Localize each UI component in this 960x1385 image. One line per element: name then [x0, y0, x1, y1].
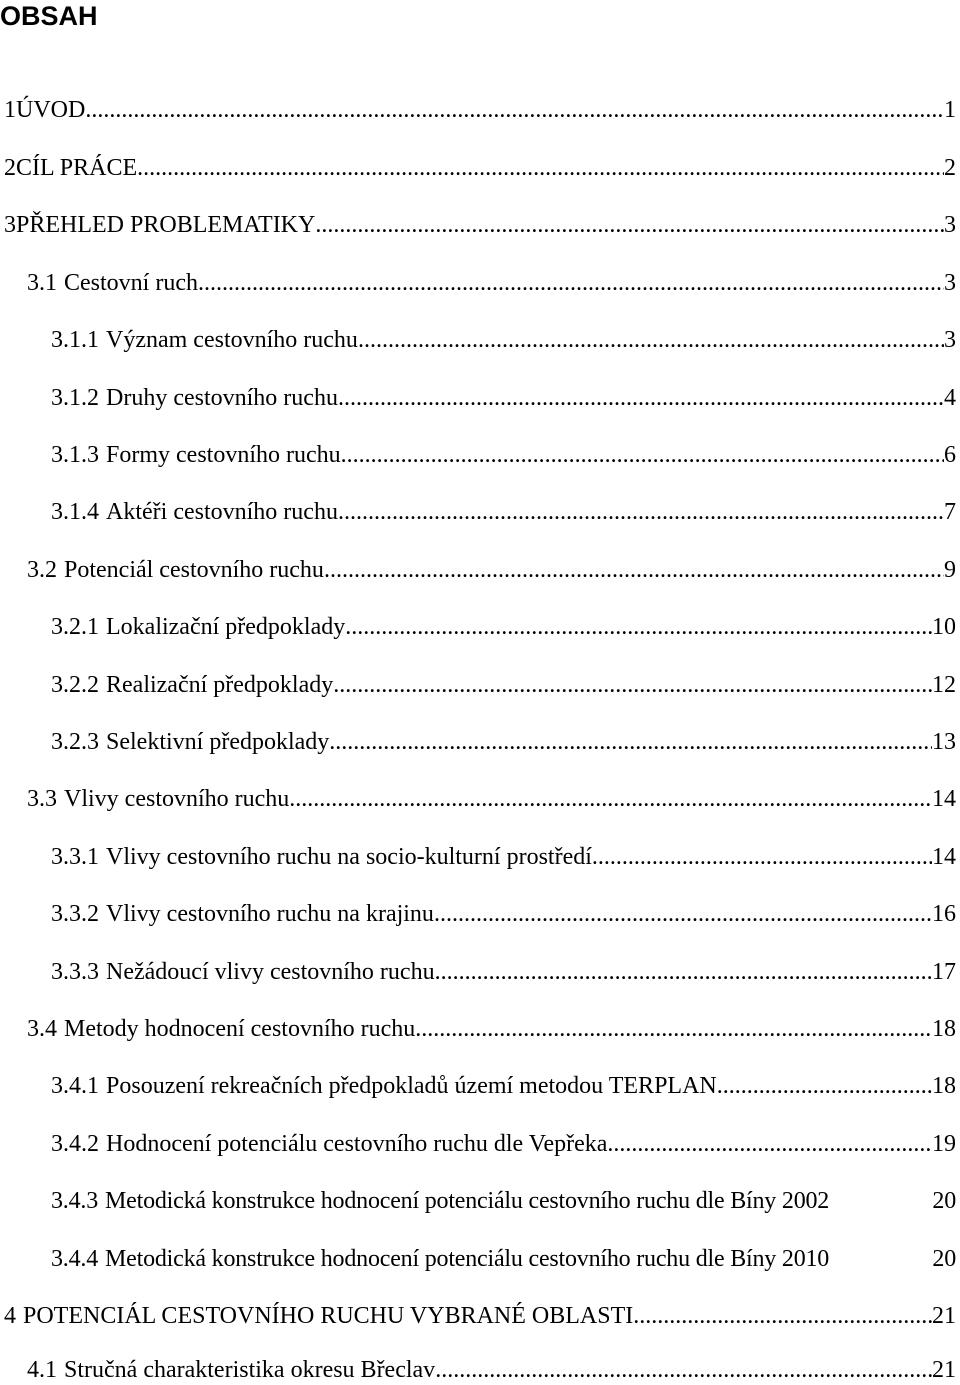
toc-entry-page: 1	[944, 97, 956, 123]
toc-dot-leader	[358, 325, 944, 355]
toc-entry-label: Vlivy cestovního ruchu na krajinu	[106, 901, 434, 927]
toc-dot-leader	[198, 268, 944, 298]
toc-entry-page: 2	[944, 155, 956, 181]
toc-entry-page: 20	[932, 1188, 956, 1214]
toc-dot-leader	[289, 784, 932, 814]
toc-entry-number: 3.3.3	[51, 959, 99, 985]
toc-entry-number: 3.1.4	[51, 499, 99, 525]
toc-entry-number: 3.4.1	[51, 1073, 99, 1099]
toc-entry-number: 4.1	[27, 1357, 57, 1383]
toc-entry-label: POTENCIÁL CESTOVNÍHO RUCHU VYBRANÉ OBLASTI	[23, 1303, 634, 1329]
toc-dot-leader	[333, 670, 932, 700]
toc-entry[interactable]	[51, 1244, 956, 1274]
toc-dot-leader	[315, 210, 944, 240]
toc-entry-number: 3.1.3	[51, 442, 99, 468]
toc-entry[interactable]	[51, 440, 956, 470]
toc-entry-label: PŘEHLED PROBLEMATIKY	[16, 212, 316, 238]
toc-entry-label: ÚVOD	[16, 97, 86, 123]
toc-entry-number: 3.2.2	[51, 672, 99, 698]
toc-entry[interactable]	[4, 1301, 956, 1331]
toc-entry[interactable]	[4, 210, 956, 240]
toc-dot-leader	[434, 899, 932, 929]
toc-entry-page: 18	[932, 1073, 956, 1099]
toc-entry-number: 3.3.2	[51, 901, 99, 927]
toc-dot-leader	[607, 1129, 932, 1159]
toc-entry-page: 3	[944, 327, 956, 353]
toc-entry-number: 3.3	[27, 786, 57, 812]
toc-dot-leader	[717, 1071, 932, 1101]
toc-entry[interactable]	[4, 95, 956, 125]
toc-entry[interactable]	[51, 842, 956, 872]
toc-entry-label: Nežádoucí vlivy cestovního ruchu	[106, 959, 435, 985]
toc-entry-page: 17	[932, 959, 956, 985]
toc-entry-label: Hodnocení potenciálu cestovního ruchu dle Vepřeka	[106, 1131, 608, 1157]
toc-entry[interactable]	[4, 153, 956, 183]
toc-entry-label: Formy cestovního ruchu	[106, 442, 341, 468]
toc-entry-label: Metodická konstrukce hodnocení potenciálu cestovního ruchu dle Bíny 2010	[105, 1246, 830, 1272]
toc-entry[interactable]	[51, 1186, 956, 1216]
toc-entry[interactable]	[27, 1014, 956, 1044]
toc-entry-page: 7	[944, 499, 956, 525]
toc-entry-number: 3.3.1	[51, 844, 99, 870]
toc-entry-page: 21	[932, 1357, 956, 1383]
toc-entry-page: 14	[932, 844, 956, 870]
toc-entry-number: 3.4.2	[51, 1131, 99, 1157]
toc-entry[interactable]	[51, 670, 956, 700]
toc-entry-number: 4	[4, 1303, 16, 1329]
toc-entry[interactable]	[27, 555, 956, 585]
toc-entry[interactable]	[27, 784, 956, 814]
toc-entry-page: 14	[932, 786, 956, 812]
toc-entry-label: Potenciál cestovního ruchu	[64, 557, 324, 583]
toc-entry[interactable]	[51, 957, 956, 987]
toc-dot-leader	[592, 842, 932, 872]
toc-entry-page: 19	[932, 1131, 956, 1157]
toc-entry-label: Metodická konstrukce hodnocení potenciálu cestovního ruchu dle Bíny 2002	[105, 1188, 830, 1214]
toc-entry-page: 4	[944, 385, 956, 411]
toc-entry-page: 9	[944, 557, 956, 583]
toc-entry-number: 3.1.2	[51, 385, 99, 411]
toc-entry[interactable]	[27, 268, 956, 298]
toc-dot-leader	[435, 957, 932, 987]
page-title: OBSAH	[0, 1, 98, 31]
toc-entry[interactable]	[51, 727, 956, 757]
toc-entry[interactable]	[51, 899, 956, 929]
toc-entry-page: 21	[932, 1303, 956, 1329]
toc-entry-page: 18	[932, 1016, 956, 1042]
toc-entry[interactable]	[51, 325, 956, 355]
toc-entry-number: 3.1	[27, 270, 57, 296]
toc-entry-label: Realizační předpoklady	[106, 672, 334, 698]
toc-dot-leader	[341, 440, 944, 470]
toc-entry-page: 13	[932, 729, 956, 755]
toc-entry-number: 1	[4, 97, 16, 123]
toc-entry-page: 10	[932, 614, 956, 640]
toc-dot-leader	[137, 153, 944, 183]
toc-entry-number: 3.4	[27, 1016, 57, 1042]
toc-entry[interactable]	[51, 1129, 956, 1159]
toc-entry-page: 12	[932, 672, 956, 698]
toc-entry-label: Metody hodnocení cestovního ruchu	[64, 1016, 416, 1042]
toc-entry-number: 3.4.3	[51, 1188, 99, 1214]
toc-entry-label: Vlivy cestovního ruchu na socio-kulturní prostředí	[106, 844, 592, 870]
toc-entry-number: 3.4.4	[51, 1246, 99, 1272]
toc-dot-leader	[415, 1014, 932, 1044]
toc-entry[interactable]	[51, 612, 956, 642]
toc-entry[interactable]	[51, 497, 956, 527]
toc-dot-leader	[329, 727, 932, 757]
toc-entry-label: Lokalizační předpoklady	[106, 614, 346, 640]
toc-entry-page: 3	[944, 270, 956, 296]
toc-dot-leader	[324, 555, 944, 585]
toc-entry-label: Posouzení rekreačních předpokladů území metodou TERPLAN	[106, 1073, 717, 1099]
toc-dot-leader	[85, 95, 944, 125]
toc-entry-page: 20	[932, 1246, 956, 1272]
toc-entry-page: 3	[944, 212, 956, 238]
toc-entry-number: 3.2	[27, 557, 57, 583]
toc-dot-leader	[345, 612, 932, 642]
toc-entry-label: CÍL PRÁCE	[16, 155, 138, 181]
toc-entry-page: 16	[932, 901, 956, 927]
toc-dot-leader	[633, 1301, 932, 1331]
toc-entry-label: Selektivní předpoklady	[106, 729, 330, 755]
toc-entry-label: Význam cestovního ruchu	[106, 327, 358, 353]
toc-dot-leader	[338, 383, 944, 413]
toc-entry-label: Aktéři cestovního ruchu	[106, 499, 338, 525]
toc-entry-number: 3.1.1	[51, 327, 99, 353]
toc-entry-number: 3.2.3	[51, 729, 99, 755]
toc-entry-label: Cestovní ruch	[64, 270, 198, 296]
toc-entry-number: 3	[4, 212, 16, 238]
toc-entry[interactable]	[51, 383, 956, 413]
toc-entry-number: 2	[4, 155, 16, 181]
toc-entry-number: 3.2.1	[51, 614, 99, 640]
toc-entry-label: Stručná charakteristika okresu Břeclav	[64, 1357, 436, 1383]
toc-entry[interactable]	[51, 1071, 956, 1101]
toc-entry-label: Druhy cestovního ruchu	[106, 385, 338, 411]
toc-dot-leader	[338, 497, 944, 527]
toc-entry-label: Vlivy cestovního ruchu	[64, 786, 290, 812]
toc-entry-page: 6	[944, 442, 956, 468]
